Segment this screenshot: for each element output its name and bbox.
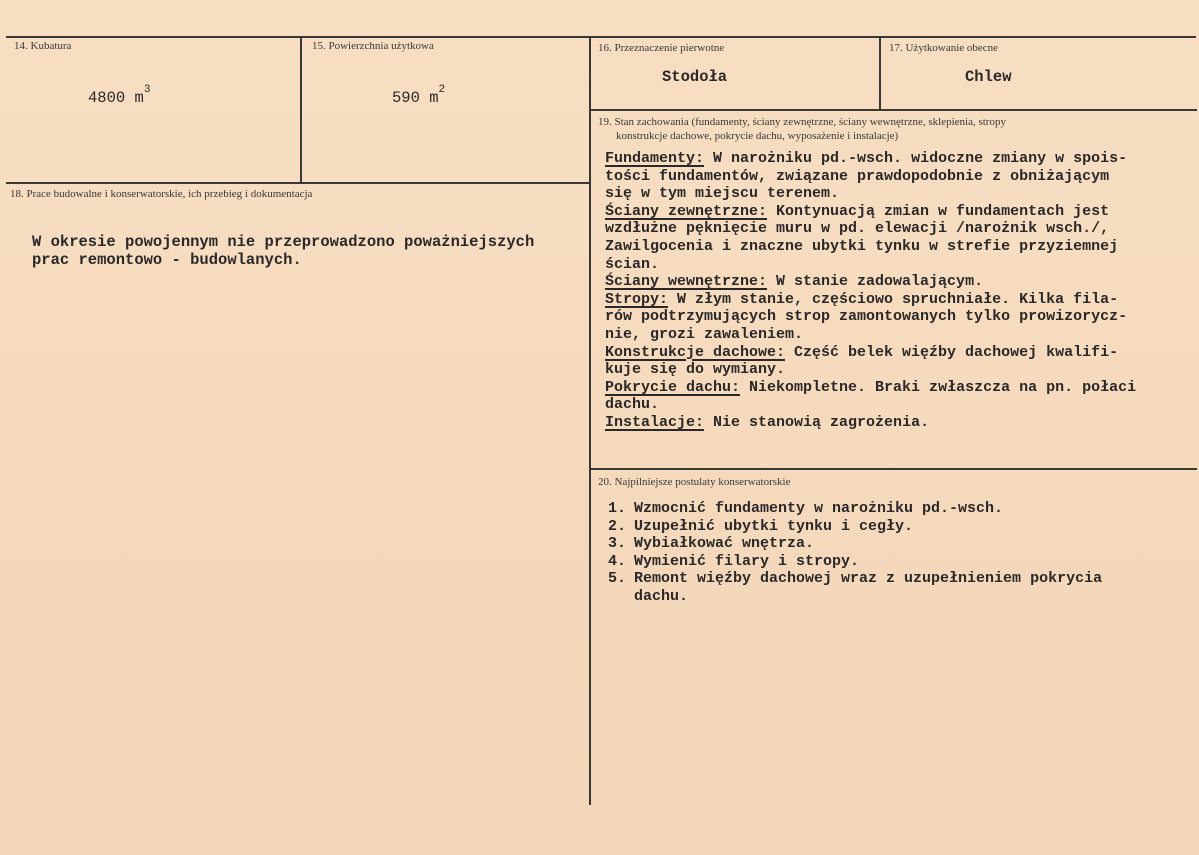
postulaty-text: Uzupełnić ubytki tynku i cegły.	[634, 517, 914, 535]
stan-line	[605, 291, 1136, 309]
stan-line	[605, 256, 1136, 274]
top-rule	[6, 36, 1196, 38]
postulaty-label: 20. Najpilniejsze postulaty konserwatorskie	[598, 476, 791, 488]
postulaty-item	[608, 570, 1102, 588]
przeznaczenie-label: 16. Przeznaczenie pierwotne	[598, 42, 725, 54]
postulaty-list	[608, 500, 1102, 606]
postulaty-text: dachu.	[634, 587, 689, 605]
stan-line	[605, 220, 1136, 238]
stan-line	[605, 361, 1136, 379]
stan-line	[605, 238, 1136, 256]
prace-line: prac remontowo - budowlanych.	[32, 250, 302, 269]
kubatura-number: 4800 m	[88, 89, 144, 108]
postulaty-number: 2.	[608, 517, 627, 535]
stan-heading: Fundamenty:	[605, 150, 705, 167]
postulaty-text: Wybiałkować wnętrza.	[634, 535, 815, 553]
stan-line	[605, 185, 1136, 203]
kubatura-label: 14. Kubatura	[14, 40, 72, 52]
postulaty-item	[608, 588, 1102, 606]
stan-line	[605, 273, 1136, 291]
stan-line-text: rów podtrzymujących strop zamontowanych tylko prowizorycz-	[605, 308, 1128, 326]
stan-line-text: Część belek więźby dachowej kwalifi-	[785, 343, 1119, 361]
stan-line-text: się w tym miejscu terenem.	[605, 185, 840, 203]
divider-14-15	[300, 37, 302, 183]
postulaty-number: 5.	[608, 570, 627, 588]
stan-line-text: wzdłużne pęknięcie muru w pd. elewacji /narożnik wsch./,	[605, 220, 1110, 238]
postulaty-item	[608, 500, 1102, 518]
postulaty-text: Wymienić filary i stropy.	[634, 552, 860, 570]
uzytkowanie-value: Chlew	[965, 68, 1012, 86]
postulaty-item	[608, 553, 1102, 571]
stan-line-text: W narożniku pd.-wsch. widoczne zmiany w spois-	[704, 150, 1128, 167]
rule-under-16-17	[590, 109, 1197, 111]
powierzchnia-exponent: 2	[438, 84, 446, 96]
stan-line	[605, 379, 1136, 397]
stan-heading: Konstrukcje dachowe:	[605, 343, 786, 361]
rule-under-19	[590, 468, 1197, 470]
stan-line-text: nie, grozi zawaleniem.	[605, 325, 804, 343]
stan-heading: Pokrycie dachu:	[605, 378, 741, 396]
uzytkowanie-label: 17. Użytkowanie obecne	[889, 42, 999, 54]
stan-line-text: ścian.	[605, 255, 660, 273]
prace-text	[32, 234, 534, 269]
stan-label-line2: konstrukcje dachowe, pokrycie dachu, wyposażenie i instalacje)	[616, 130, 899, 142]
kubatura-exponent: 3	[143, 84, 151, 96]
stan-text	[605, 150, 1136, 432]
rule-under-14-15	[6, 182, 589, 184]
stan-heading: Ściany zewnętrzne:	[605, 202, 768, 220]
stan-line-text: dachu.	[605, 396, 660, 414]
stan-label-line1: 19. Stan zachowania (fundamenty, ściany zewnętrzne, ściany wewnętrzne, sklepienia, stropy	[598, 116, 1006, 128]
stan-line-text: W stanie zadowalającym.	[767, 273, 984, 291]
postulaty-number: 4.	[608, 552, 627, 570]
stan-line-text: tości fundamentów, związane prawdopodobnie z obniżającym	[605, 167, 1110, 185]
stan-line-text: Niekompletne. Braki zwłaszcza na pn. połaci	[740, 378, 1137, 396]
kubatura-value	[88, 84, 151, 108]
powierzchnia-label: 15. Powierzchnia użytkowa	[312, 40, 434, 52]
stan-line	[605, 414, 1136, 432]
stan-line-text: Kontynuacją zmian w fundamentach jest	[767, 202, 1110, 220]
stan-line	[605, 203, 1136, 221]
stan-line-text: kuje się do wymiany.	[605, 361, 786, 379]
prace-line: W okresie powojennym nie przeprowadzono poważniejszych	[32, 233, 535, 251]
prace-label: 18. Prace budowalne i konserwatorskie, ich przebieg i dokumentacja	[10, 188, 313, 200]
stan-line	[605, 344, 1136, 362]
divider-left-right	[589, 37, 591, 805]
powierzchnia-number: 590 m	[392, 89, 439, 108]
postulaty-text: Remont więźby dachowej wraz z uzupełnieniem pokrycia	[634, 570, 1103, 588]
stan-line	[605, 150, 1136, 168]
stan-line	[605, 168, 1136, 186]
stan-heading: Instalacje:	[605, 413, 705, 431]
postulaty-item	[608, 518, 1102, 536]
stan-line-text: W złym stanie, częściowo spruchniałe. Kilka fila-	[668, 290, 1119, 308]
stan-line	[605, 326, 1136, 344]
stan-heading: Ściany wewnętrzne:	[605, 273, 768, 291]
divider-16-17	[879, 37, 881, 110]
stan-line	[605, 396, 1136, 414]
powierzchnia-value	[392, 84, 446, 108]
postulaty-number: 1.	[608, 500, 627, 517]
postulaty-number: 3.	[608, 535, 627, 553]
stan-line	[605, 308, 1136, 326]
postulaty-item	[608, 535, 1102, 553]
przeznaczenie-value: Stodoła	[662, 68, 728, 86]
stan-line-text: Nie stanowią zagrożenia.	[704, 413, 930, 431]
stan-line-text: Zawilgocenia i znaczne ubytki tynku w strefie przyziemnej	[605, 237, 1119, 255]
postulaty-text: Wzmocnić fundamenty w narożniku pd.-wsch.	[634, 500, 1004, 517]
stan-heading: Stropy:	[605, 290, 669, 308]
